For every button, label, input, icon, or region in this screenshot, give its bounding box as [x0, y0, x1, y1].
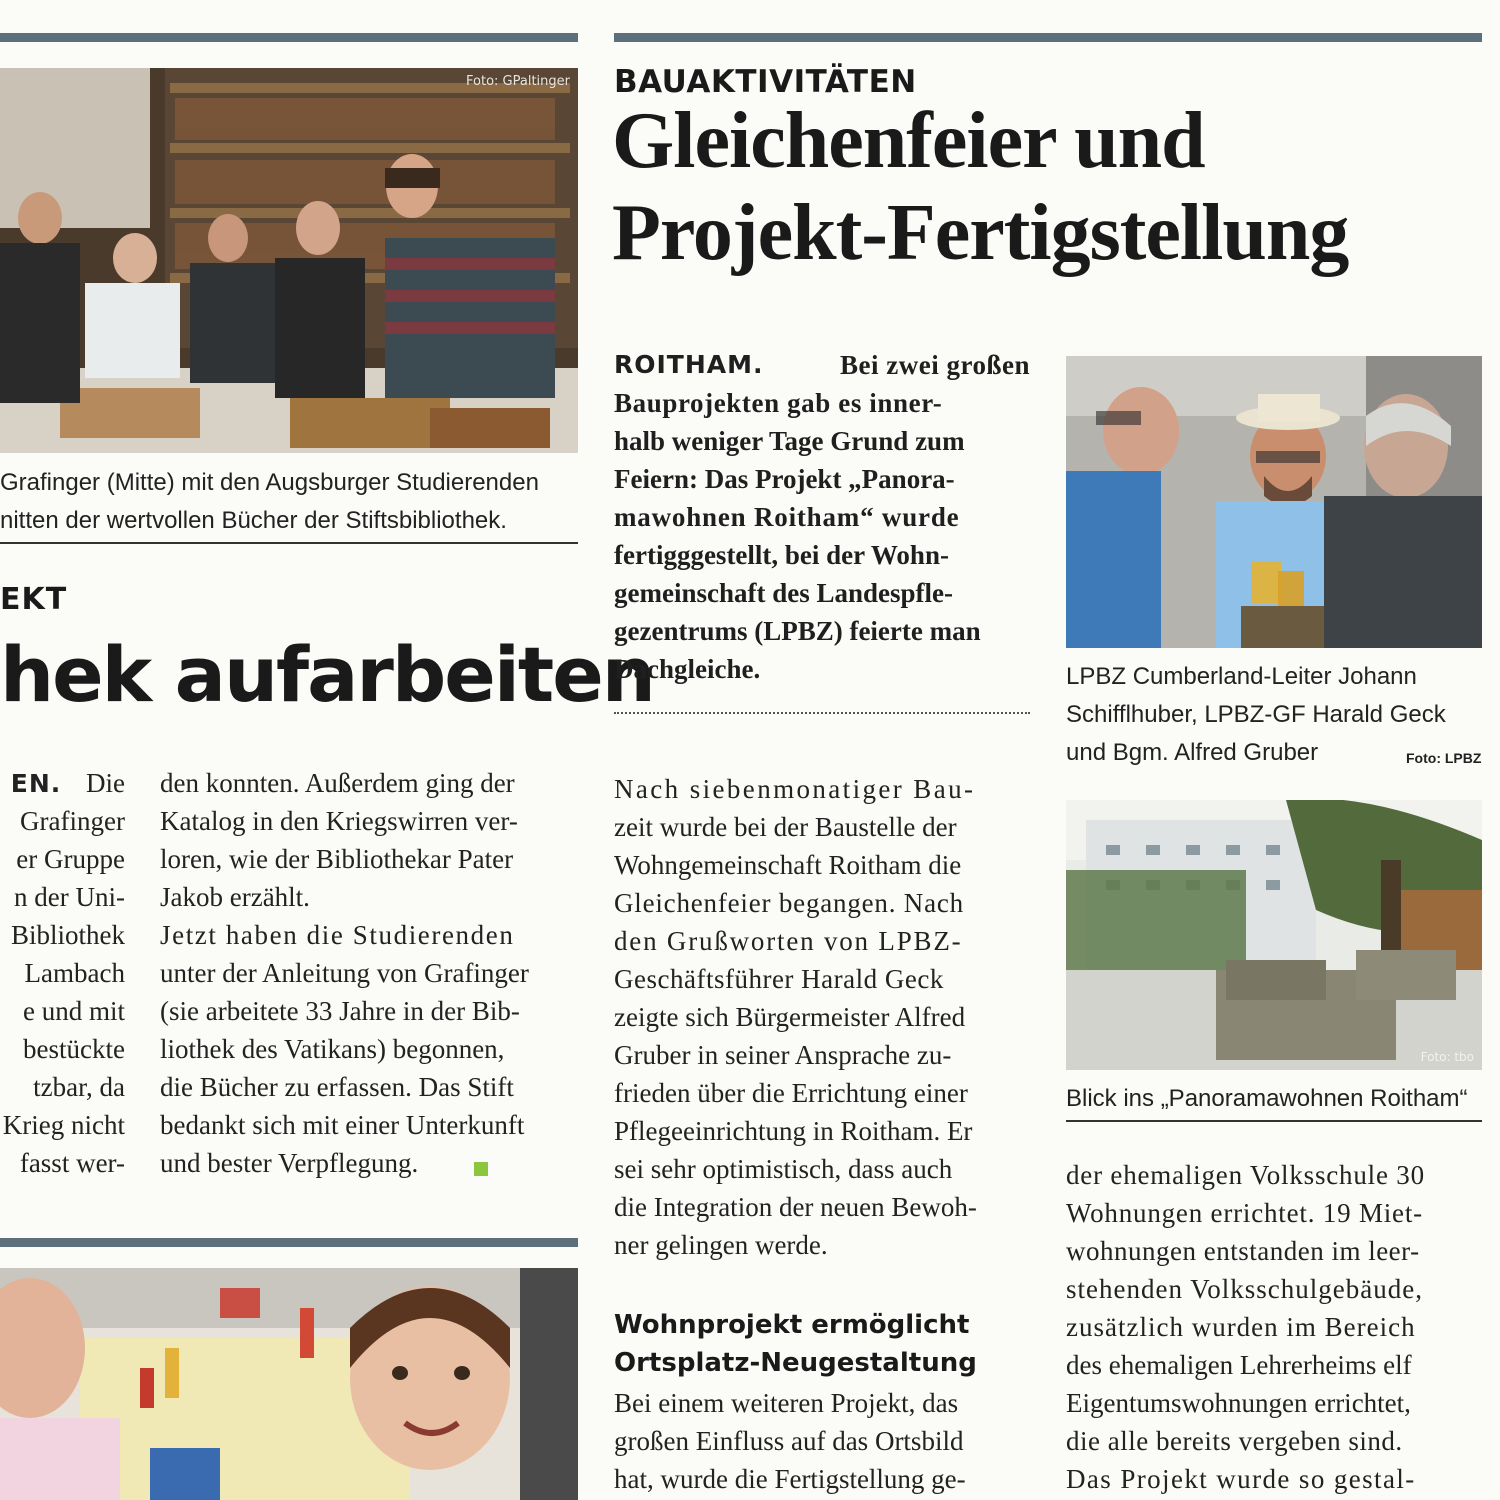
body2-line: hat, wurde die Fertigstellung ge- — [614, 1464, 966, 1494]
lead-line: fertigggestellt, bei der Wohn- — [614, 540, 949, 570]
library-col1-lead: EN. — [10, 769, 62, 798]
body3-line: stehenden Volksschulgebäude, — [1066, 1274, 1423, 1304]
library-headline: hek aufarbeiten — [0, 630, 654, 719]
lead-first-line — [614, 350, 1030, 381]
library-col1-line: Grafinger — [20, 806, 125, 836]
library-col1-first-line — [11, 768, 125, 799]
celebration-caption-line3: und Bgm. Alfred Gruber — [1066, 739, 1319, 766]
library-col1-line: Lambach — [24, 958, 125, 988]
lead-line: gemeinschaft des Landespfle- — [614, 578, 953, 608]
library-col2-line: liothek des Vatikans) begonnen, — [160, 1034, 505, 1064]
body-line: frieden über die Errichtung einer — [614, 1078, 968, 1108]
body-line: die Integration der neuen Bewoh- — [614, 1192, 977, 1222]
article-headline-line1: Gleichenfeier und — [612, 97, 1205, 185]
library-col1-line: er Gruppe — [16, 844, 125, 874]
body-line: zeigte sich Bürgermeister Alfred — [614, 1002, 966, 1032]
celebration-caption-line1: LPBZ Cumberland-Leiter Johann — [1066, 663, 1417, 690]
body3-line: zusätzlich wurden im Bereich — [1066, 1312, 1416, 1342]
library-col1-line: Krieg nicht — [2, 1110, 125, 1140]
lead-line: mawohnen Roitham“ wurde — [614, 502, 960, 532]
body-line: zeit wurde bei der Baustelle der — [614, 812, 957, 842]
library-col1-line: bestückte — [23, 1034, 125, 1064]
lead-first: Bei zwei großen — [840, 350, 1030, 380]
body-line: ner gelingen werde. — [614, 1230, 828, 1260]
library-photo-caption-line1: Grafinger (Mitte) mit den Augsburger Studierenden — [0, 469, 539, 496]
building-photo-caption: Blick ins „Panoramawohnen Roitham“ — [1066, 1085, 1468, 1112]
body-line: Nach siebenmonatiger Bau- — [614, 774, 976, 804]
library-col2-line: bedankt sich mit einer Unterkunft — [160, 1110, 525, 1140]
body3-line: Eigentumswohnungen errichtet, — [1066, 1388, 1411, 1418]
library-col1-line: Bibliothek — [11, 920, 125, 950]
library-col2-line: die Bücher zu erfassen. Das Stift — [160, 1072, 514, 1102]
building-caption-divider — [1066, 1120, 1482, 1122]
body-line: den Grußworten von LPBZ- — [614, 926, 963, 956]
celebration-photo — [1066, 356, 1482, 648]
body3-line: der ehemaligen Volksschule 30 — [1066, 1160, 1425, 1190]
library-photo-caption-line2: nitten der wertvollen Bücher der Stiftsbibliothek. — [0, 507, 507, 534]
body-line: Gruber in seiner Ansprache zu- — [614, 1040, 952, 1070]
lead-line: gezentrums (LPBZ) feierte man — [614, 616, 981, 646]
body-line: Geschäftsführer Harald Geck — [614, 964, 944, 994]
library-col2-line: unter der Anleitung von Grafinger — [160, 958, 529, 988]
library-photo — [0, 68, 578, 453]
lead-dotted-divider — [614, 712, 1030, 714]
celebration-photo-credit: Foto: LPBZ — [1406, 750, 1482, 766]
library-col2-line: Jakob erzählt. — [160, 882, 310, 912]
library-col1-line: fasst wer- — [19, 1148, 125, 1178]
right-article-top-rule — [614, 33, 1482, 42]
library-col2-line: Jetzt haben die Studierenden — [160, 920, 515, 950]
body3-line: wohnungen entstanden im leer- — [1066, 1236, 1420, 1266]
body3-line: Wohnungen errichtet. 19 Miet- — [1066, 1198, 1423, 1228]
library-photo-credit: Foto: GPaltinger — [466, 74, 570, 89]
lead-line: Bauprojekten gab es inner- — [614, 388, 943, 418]
library-kicker: EKT — [0, 582, 68, 617]
body-line: Pflegeeinrichtung in Roitham. Er — [614, 1116, 973, 1146]
library-col2-line: (sie arbeitete 33 Jahre in der Bib- — [160, 996, 520, 1026]
body-line: sei sehr optimistisch, dass auch — [614, 1154, 953, 1184]
body3-line: Das Projekt wurde so gestal- — [1066, 1464, 1416, 1494]
left-bottom-rule — [0, 1238, 578, 1247]
building-photo — [1066, 800, 1482, 1070]
children-photo — [0, 1268, 578, 1500]
subhead-line1: Wohnprojekt ermöglicht — [614, 1310, 970, 1340]
library-col1-first: Die — [86, 768, 125, 798]
library-col2-line: Katalog in den Kriegswirren ver- — [160, 806, 518, 836]
library-col2-line: den konnten. Außerdem ging der — [160, 768, 515, 798]
lead-dateline: ROITHAM. — [614, 350, 764, 379]
article-headline-line2: Projekt-Fertigstellung — [612, 189, 1349, 277]
library-col1-line: e und mit — [23, 996, 125, 1026]
body-line: Wohngemeinschaft Roitham die — [614, 850, 962, 880]
library-col1-line: tzbar, da — [33, 1072, 125, 1102]
body2-line: Bei einem weiteren Projekt, das — [614, 1388, 959, 1418]
caption-divider — [0, 542, 578, 544]
body2-line: großen Einfluss auf das Ortsbild — [614, 1426, 964, 1456]
library-col2-line: loren, wie der Bibliothekar Pater — [160, 844, 514, 874]
library-col2-line: und bester Verpflegung. — [160, 1148, 419, 1178]
lead-line: halb weniger Tage Grund zum — [614, 426, 965, 456]
lead-line: Feiern: Das Projekt „Panora- — [614, 464, 955, 494]
body3-line: des ehemaligen Lehrerheims elf — [1066, 1350, 1412, 1380]
article-end-marker — [474, 1162, 488, 1176]
body-line: Gleichenfeier begangen. Nach — [614, 888, 964, 918]
lead-line: Dachgleiche. — [614, 654, 761, 684]
article-kicker: BAUAKTIVITÄTEN — [614, 64, 917, 100]
left-column-top-rule — [0, 33, 578, 42]
library-col1-line: n der Uni- — [14, 882, 125, 912]
body3-line: die alle bereits vergeben sind. — [1066, 1426, 1403, 1456]
subhead-line2: Ortsplatz-Neugestaltung — [614, 1348, 977, 1378]
building-photo-credit: Foto: tbo — [1420, 1050, 1474, 1064]
celebration-caption-line2: Schifflhuber, LPBZ-GF Harald Geck — [1066, 701, 1446, 728]
